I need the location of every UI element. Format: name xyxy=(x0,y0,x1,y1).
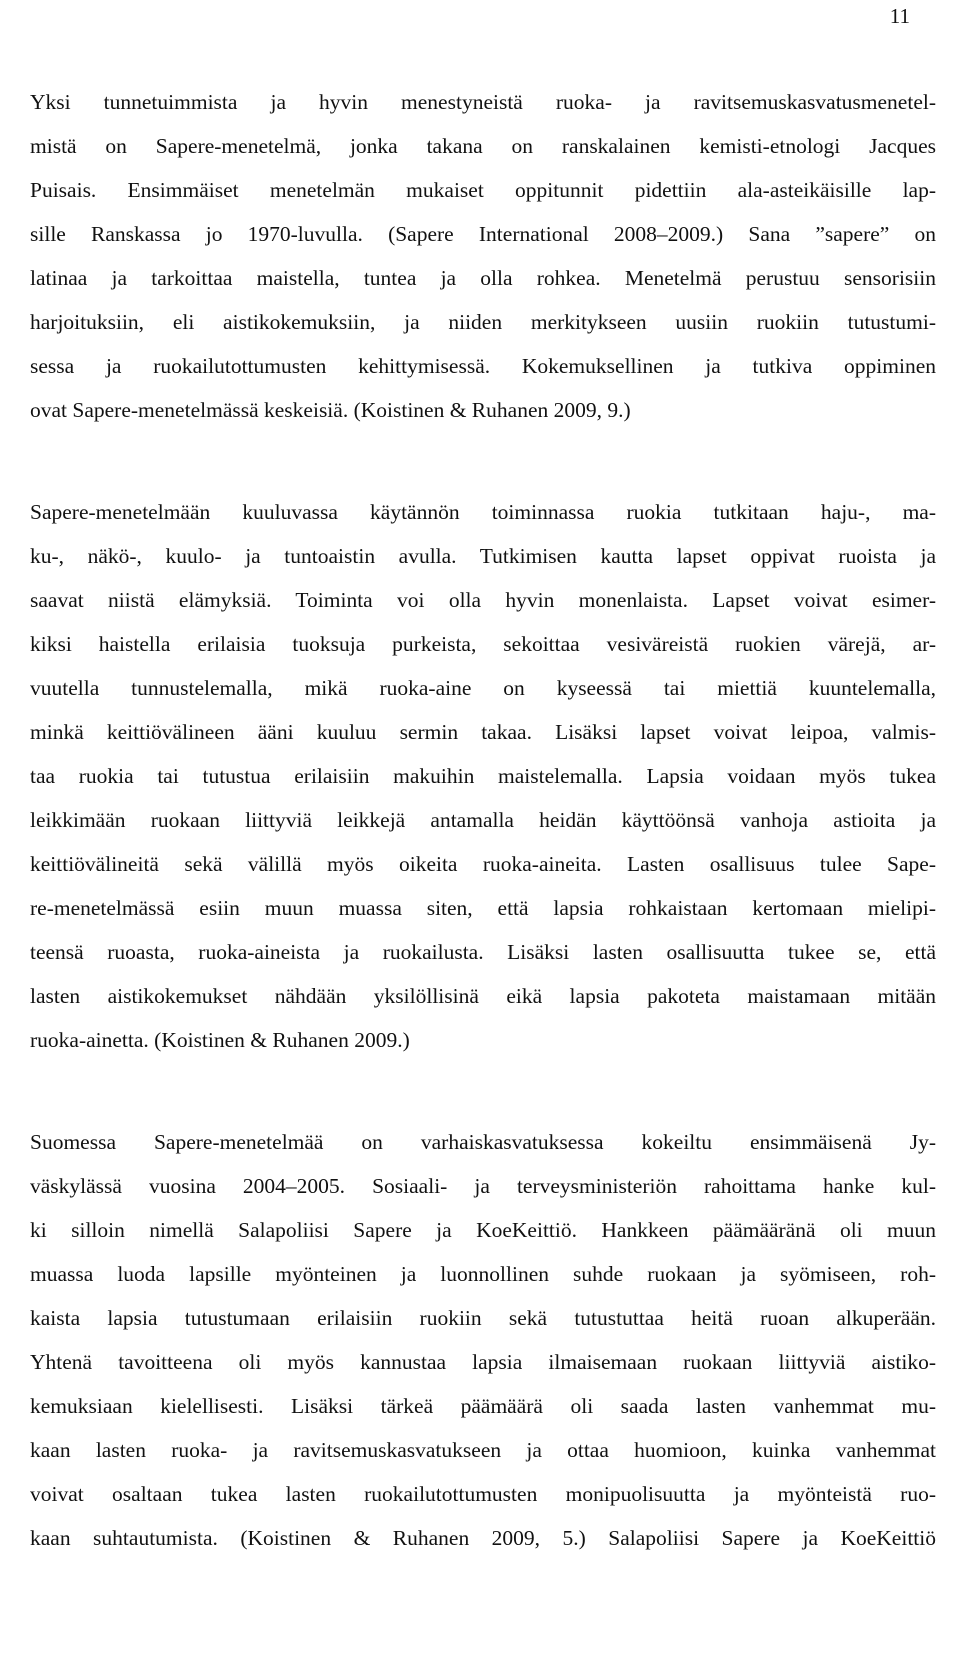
text-line: voivat osaltaan tukea lasten ruokailutottumusten monipuolisuutta ja myönteistä ruo- xyxy=(30,1482,936,1506)
text-line: Puisais. Ensimmäiset menetelmän mukaiset oppitunnit pidettiin ala-asteikäisille lap- xyxy=(30,178,936,202)
text-line: lasten aistikokemukset nähdään yksilöllisinä eikä lapsia pakoteta maistamaan mitään xyxy=(30,984,936,1008)
text-line: saavat niistä elämyksiä. Toiminta voi olla hyvin monenlaista. Lapset voivat esimer- xyxy=(30,588,936,612)
text-line: Yhtenä tavoitteena oli myös kannustaa lapsia ilmaisemaan ruokaan liittyviä aistiko- xyxy=(30,1350,936,1374)
text-line: Yksi tunnetuimmista ja hyvin menestyneistä ruoka- ja ravitsemuskasvatusmenetel- xyxy=(30,90,936,114)
text-line: re-menetelmässä esiin muun muassa siten, että lapsia rohkaistaan kertomaan mielipi- xyxy=(30,896,936,920)
text-line: kemuksiaan kielellisesti. Lisäksi tärkeä päämäärä oli saada lasten vanhemmat mu- xyxy=(30,1394,936,1418)
text-line: vuutella tunnustelemalla, mikä ruoka-aine on kyseessä tai miettiä kuuntelemalla, xyxy=(30,676,936,700)
text-line: keittiövälineitä sekä välillä myös oikeita ruoka-aineita. Lasten osallisuus tulee Sape- xyxy=(30,852,936,876)
page-number: 11 xyxy=(889,4,910,28)
text-line: kaan lasten ruoka- ja ravitsemuskasvatukseen ja ottaa huomioon, kuinka vanhemmat xyxy=(30,1438,936,1462)
text-line: mistä on Sapere-menetelmä, jonka takana on ranskalainen kemisti-etnologi Jacques xyxy=(30,134,936,158)
text-line: leikkimään ruokaan liittyviä leikkejä antamalla heidän käyttöönsä vanhoja astioita ja xyxy=(30,808,936,832)
text-line: muassa luoda lapsille myönteinen ja luonnollinen suhde ruokaan ja syömiseen, roh- xyxy=(30,1262,936,1286)
text-line: kiksi haistella erilaisia tuoksuja purkeista, sekoittaa vesiväreistä ruokien värejä, ar- xyxy=(30,632,936,656)
text-line: sille Ranskassa jo 1970-luvulla. (Sapere International 2008–2009.) Sana ”sapere” on xyxy=(30,222,936,246)
text-line: latinaa ja tarkoittaa maistella, tuntea ja olla rohkea. Menetelmä perustuu sensorisiin xyxy=(30,266,936,290)
text-line: minkä keittiövälineen ääni kuuluu sermin takaa. Lisäksi lapset voivat leipoa, valmis- xyxy=(30,720,936,744)
text-line: harjoituksiin, eli aistikokemuksiin, ja niiden merkitykseen uusiin ruokiin tutustumi- xyxy=(30,310,936,334)
text-line: ku-, näkö-, kuulo- ja tuntoaistin avulla. Tutkimisen kautta lapset oppivat ruoista ja xyxy=(30,544,936,568)
text-line: ki silloin nimellä Salapoliisi Sapere ja KoeKeittiö. Hankkeen päämääränä oli muun xyxy=(30,1218,936,1242)
text-line: kaista lapsia tutustumaan erilaisiin ruokiin sekä tutustuttaa heitä ruoan alkuperään. xyxy=(30,1306,936,1330)
text-line: Suomessa Sapere-menetelmää on varhaiskasvatuksessa kokeiltu ensimmäisenä Jy- xyxy=(30,1130,936,1154)
text-line: ruoka-ainetta. (Koistinen & Ruhanen 2009.) xyxy=(30,1028,410,1052)
text-line: taa ruokia tai tutustua erilaisiin makuihin maistelemalla. Lapsia voidaan myös tukea xyxy=(30,764,936,788)
text-line: väskylässä vuosina 2004–2005. Sosiaali- ja terveysministeriön rahoittama hanke kul- xyxy=(30,1174,936,1198)
text-line: kaan suhtautumista. (Koistinen & Ruhanen 2009, 5.) Salapoliisi Sapere ja KoeKeittiö xyxy=(30,1526,936,1550)
text-line: ovat Sapere-menetelmässä keskeisiä. (Koistinen & Ruhanen 2009, 9.) xyxy=(30,398,631,422)
text-line: sessa ja ruokailutottumusten kehittymisessä. Kokemuksellinen ja tutkiva oppiminen xyxy=(30,354,936,378)
text-line: teensä ruoasta, ruoka-aineista ja ruokailusta. Lisäksi lasten osallisuutta tukee se, että xyxy=(30,940,936,964)
text-line: Sapere-menetelmään kuuluvassa käytännön toiminnassa ruokia tutkitaan haju-, ma- xyxy=(30,500,936,524)
